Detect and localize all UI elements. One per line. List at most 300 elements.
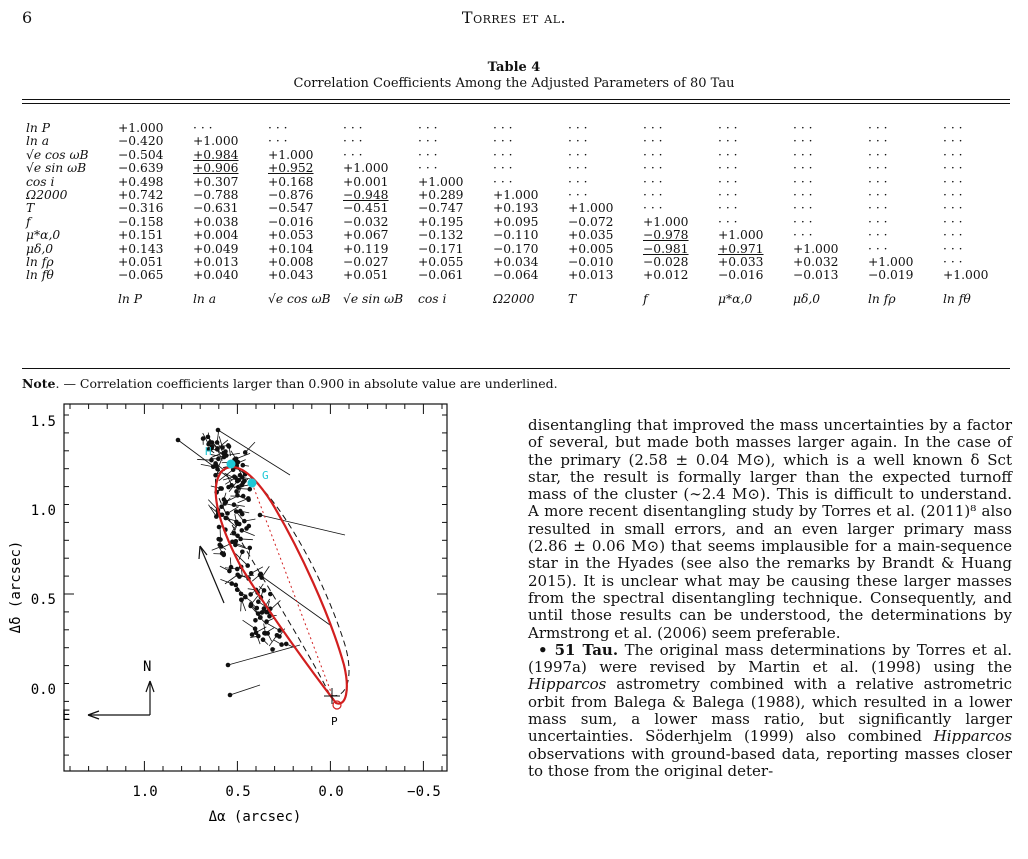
table-cell (343, 256, 418, 269)
table-cell (418, 256, 493, 269)
cell-value: +0.053 (268, 228, 314, 243)
cell-value: · · · (868, 188, 888, 203)
cell-value: +0.051 (118, 255, 164, 270)
cell-value: −0.061 (418, 268, 464, 283)
table-cell (418, 216, 493, 229)
cell-value: +0.001 (343, 174, 389, 189)
cell-value: · · · (343, 134, 363, 149)
table-cell (493, 202, 568, 215)
cell-value: · · · (568, 134, 588, 149)
cell-value: −0.171 (418, 241, 464, 256)
observation-point (239, 598, 244, 603)
cell-value: · · · (943, 161, 963, 176)
table-cell (718, 229, 793, 242)
observation-point (244, 526, 249, 531)
table-row (26, 149, 1018, 162)
table-cell (118, 135, 193, 148)
table-cell (868, 269, 943, 282)
table-cell (493, 216, 568, 229)
table-cell (418, 189, 493, 202)
table-cell (943, 229, 1018, 242)
observation-point (226, 663, 231, 668)
observation-point (232, 474, 237, 479)
cell-value: −0.064 (493, 268, 539, 283)
table-cell (343, 269, 418, 282)
table-cell (193, 202, 268, 215)
residual-line (230, 685, 260, 695)
cell-value: · · · (718, 214, 738, 229)
table-cell (493, 269, 568, 282)
observation-point (229, 581, 234, 586)
cell-value: · · · (268, 121, 288, 135)
cell-value: +0.049 (193, 241, 239, 256)
observation-point (243, 450, 248, 455)
table-cell (493, 176, 568, 189)
cell-value: −0.451 (343, 201, 389, 216)
observation-point (216, 428, 221, 433)
table-cell (793, 122, 868, 135)
table-cell (418, 122, 493, 135)
cell-value: · · · (943, 241, 963, 256)
row-label: √e sin ωB (26, 161, 87, 176)
table-top-rule (22, 99, 1010, 100)
node-marker-g (248, 479, 257, 488)
cell-value: · · · (718, 201, 738, 216)
table-cell (118, 269, 193, 282)
node-label-g: G (262, 469, 269, 482)
table-cell (493, 149, 568, 162)
body-text-run: observations with ground-based data, reporting masses closer to those from the original deter- (528, 744, 1012, 780)
cell-value: −0.747 (418, 201, 464, 216)
table-cell (343, 189, 418, 202)
observation-point (284, 642, 289, 647)
cell-value: · · · (718, 188, 738, 203)
cell-value: −0.027 (343, 255, 389, 270)
cell-value: · · · (493, 147, 513, 162)
cell-value: · · · (718, 174, 738, 189)
table-cell (193, 149, 268, 162)
cell-value: · · · (793, 161, 813, 176)
y-tick-label: 0.0 (30, 682, 56, 698)
observation-point (176, 438, 181, 443)
table-cell (343, 243, 418, 256)
cell-value: · · · (943, 228, 963, 243)
cell-value: −0.016 (718, 268, 764, 283)
table-cell (943, 216, 1018, 229)
cell-value: +0.051 (343, 268, 389, 283)
column-header: T (568, 291, 577, 306)
cell-value: +0.035 (568, 228, 614, 243)
observation-point (258, 615, 263, 620)
cell-value: · · · (943, 121, 963, 135)
table-cell (943, 149, 1018, 162)
cell-value: · · · (568, 174, 588, 189)
cell-value: · · · (643, 121, 663, 135)
table-cell (118, 189, 193, 202)
table-cell (568, 229, 643, 242)
table-cell (793, 189, 868, 202)
row-label: μδ,0 (26, 241, 54, 256)
table-cell (718, 216, 793, 229)
cell-value: · · · (718, 147, 738, 162)
table-cell (118, 202, 193, 215)
observation-point (226, 443, 231, 448)
cell-value: −0.016 (268, 214, 314, 229)
table-row (26, 202, 1018, 215)
observation-point (235, 587, 240, 592)
cell-value: −0.316 (118, 201, 164, 216)
column-header: cos i (418, 291, 447, 306)
observation-point (241, 463, 246, 468)
body-text-italic: Hipparcos (528, 675, 607, 694)
cell-value: · · · (943, 134, 963, 149)
table-cell (568, 202, 643, 215)
x-tick-label: 1.0 (132, 784, 158, 800)
table-cell (268, 176, 343, 189)
cell-value: +0.013 (568, 268, 614, 283)
cell-value: · · · (868, 228, 888, 243)
row-label: ln P (26, 121, 51, 135)
table-cell (493, 189, 568, 202)
cell-value: · · · (943, 214, 963, 229)
cell-value: · · · (643, 161, 663, 176)
table-cell (193, 256, 268, 269)
cell-value: · · · (943, 174, 963, 189)
table-cell (268, 122, 343, 135)
cell-value: · · · (793, 214, 813, 229)
cell-value: +1.000 (268, 147, 314, 162)
table-top-rule-double (22, 103, 1010, 104)
table-row (26, 162, 1018, 175)
table-cell (718, 162, 793, 175)
table-cell (943, 243, 1018, 256)
plot-ticks (64, 404, 447, 771)
cell-value: +0.033 (718, 255, 764, 270)
column-header: ln a (193, 291, 217, 306)
table-cell (568, 162, 643, 175)
column-header: Ω2000 (493, 291, 535, 306)
observation-point (242, 519, 247, 524)
cell-value: −0.132 (418, 228, 464, 243)
table-cell (493, 135, 568, 148)
cell-value: +0.055 (418, 255, 464, 270)
observation-point (243, 595, 248, 600)
y-tick-label: 1.5 (30, 414, 56, 430)
body-paragraph-2 (528, 642, 1012, 780)
cell-value: · · · (793, 201, 813, 216)
table-cell (568, 122, 643, 135)
table-cell (118, 162, 193, 175)
body-text-italic: Hipparcos (933, 727, 1012, 746)
observation-point (270, 647, 275, 652)
compass-arrows (88, 681, 150, 715)
table-row (26, 189, 1018, 202)
observation-point (217, 525, 222, 530)
table-cell (568, 243, 643, 256)
table-cell (793, 176, 868, 189)
observation-point (249, 571, 254, 576)
running-title: Torres et al. (461, 8, 567, 27)
cell-value: +0.193 (493, 201, 539, 216)
cell-value: −0.504 (118, 147, 164, 162)
table-cell (868, 149, 943, 162)
cell-value: +0.013 (193, 255, 239, 270)
table-cell (343, 162, 418, 175)
table-caption-text: Correlation Coefficients Among the Adjusted Parameters of 80 Tau (293, 76, 735, 91)
row-label: cos i (26, 174, 55, 189)
cell-value: −0.110 (493, 228, 539, 243)
cell-value: +0.067 (343, 228, 389, 243)
cell-value: · · · (943, 255, 963, 270)
observation-point (258, 513, 263, 518)
cell-value: +0.034 (493, 255, 539, 270)
observation-point (228, 693, 233, 698)
observation-point (247, 487, 252, 492)
table-cell (118, 149, 193, 162)
table-cell (568, 149, 643, 162)
node-marker-h (227, 460, 236, 469)
observation-point (232, 531, 237, 536)
cell-value: +0.119 (343, 241, 389, 256)
table-cell (493, 243, 568, 256)
table-row (26, 122, 1018, 135)
observation-point (213, 461, 218, 466)
cell-value: +0.307 (193, 174, 239, 189)
table-cell (268, 162, 343, 175)
plot-frame (64, 404, 447, 771)
cell-value: +0.004 (193, 228, 239, 243)
observation-point (229, 565, 234, 570)
table-cell (418, 149, 493, 162)
table-cell (943, 256, 1018, 269)
cell-value: −0.032 (343, 214, 389, 229)
cell-value: · · · (868, 147, 888, 162)
column-header-row (26, 283, 1018, 311)
column-header: f (643, 291, 648, 306)
orbit-figure (0, 395, 520, 859)
cell-value: · · · (868, 241, 888, 256)
cell-value: · · · (793, 121, 813, 135)
table-cell (493, 229, 568, 242)
table-cell (868, 162, 943, 175)
cell-value: · · · (868, 161, 888, 176)
cell-value: +0.043 (268, 268, 314, 283)
table-cell (268, 269, 343, 282)
cell-value: · · · (718, 161, 738, 176)
observation-point (209, 458, 214, 463)
table-cell (268, 202, 343, 215)
cell-value: −0.547 (268, 201, 314, 216)
cell-value: +0.040 (193, 268, 239, 283)
table-cell (868, 229, 943, 242)
cell-value: +1.000 (943, 268, 989, 283)
cell-value: · · · (493, 161, 513, 176)
cell-value: +0.095 (493, 214, 539, 229)
cell-value: +1.000 (193, 134, 239, 149)
table-cell (343, 149, 418, 162)
table-cell (193, 216, 268, 229)
table-cell (193, 162, 268, 175)
table-cell (943, 269, 1018, 282)
cell-value: +0.143 (118, 241, 164, 256)
cell-value: · · · (643, 188, 663, 203)
table-cell (418, 176, 493, 189)
table-cell (943, 176, 1018, 189)
table-cell (943, 189, 1018, 202)
cell-value: · · · (418, 121, 438, 135)
table-cell (868, 256, 943, 269)
observation-point (234, 489, 239, 494)
cell-value: · · · (568, 147, 588, 162)
table-cell (268, 135, 343, 148)
cell-value: · · · (343, 147, 363, 162)
cell-value: +0.012 (643, 268, 689, 283)
observation-point (226, 485, 231, 490)
table-cell (643, 176, 718, 189)
row-label: T (26, 201, 35, 216)
table-cell (643, 135, 718, 148)
cell-value: +0.168 (268, 174, 314, 189)
observation-point (249, 602, 254, 607)
cell-value: −0.876 (268, 188, 314, 203)
table-cell (718, 256, 793, 269)
table-cell (418, 202, 493, 215)
body-text-run: astrometry combined with a relative astrometric orbit from Balega & Balega (1988), which resulted in a lower mass sum, a lower mass ratio, but significantly larger uncertainties. Söderhjelm (1999) also combined (528, 675, 1012, 746)
table-row (26, 216, 1018, 229)
table-cell (193, 243, 268, 256)
table-cell (118, 243, 193, 256)
table-cell (268, 243, 343, 256)
table-cell (568, 176, 643, 189)
table-cell (643, 202, 718, 215)
table-cell (718, 269, 793, 282)
table-cell (493, 122, 568, 135)
table-row (26, 176, 1018, 189)
cell-value: −0.019 (868, 268, 914, 283)
compass-arrowheads (88, 681, 154, 719)
observation-point (261, 637, 266, 642)
cell-value: +1.000 (868, 255, 914, 270)
table-cell (193, 176, 268, 189)
observation-point (216, 457, 221, 462)
table-cell (868, 135, 943, 148)
cell-value: +0.971 (718, 241, 764, 256)
observation-point (275, 633, 280, 638)
row-label: ln fρ (26, 255, 54, 270)
row-label: Ω2000 (26, 188, 68, 203)
observation-point (220, 445, 225, 450)
cell-value: −0.072 (568, 214, 614, 229)
column-header: μδ,0 (793, 291, 821, 306)
column-header-spacer (26, 283, 118, 311)
observation-point (221, 552, 226, 557)
plot-tick-labels (31, 414, 441, 800)
x-tick-label: 0.0 (318, 784, 344, 800)
observation-point (240, 483, 245, 488)
cell-value: · · · (493, 134, 513, 149)
table-cell (643, 256, 718, 269)
cell-value: +1.000 (418, 174, 464, 189)
table-cell (718, 189, 793, 202)
table-cell (718, 149, 793, 162)
cell-value: −0.158 (118, 214, 164, 229)
cell-value: +0.742 (118, 188, 164, 203)
cell-value: +1.000 (118, 121, 164, 135)
cell-value: · · · (568, 121, 588, 135)
cell-value: · · · (868, 174, 888, 189)
table-cell (268, 229, 343, 242)
y-tick-label: 1.0 (30, 503, 56, 519)
cell-value: · · · (868, 121, 888, 135)
table-row (26, 229, 1018, 242)
table-cell (268, 216, 343, 229)
table-cell (718, 122, 793, 135)
observation-point (262, 588, 267, 593)
table-cell (193, 189, 268, 202)
observation-point (250, 632, 255, 637)
cell-value: −0.639 (118, 161, 164, 176)
compass-east-label: E (62, 708, 71, 724)
observation-point (233, 583, 238, 588)
table-cell (418, 229, 493, 242)
table-cell (943, 122, 1018, 135)
table-cell (193, 269, 268, 282)
table-cell (193, 122, 268, 135)
observation-point (247, 546, 252, 551)
table-cell (868, 202, 943, 215)
table-cell (793, 269, 868, 282)
cell-value: · · · (418, 161, 438, 176)
observation-point (201, 436, 206, 441)
table-cell (943, 202, 1018, 215)
cell-value: · · · (718, 121, 738, 135)
correlation-table-body (26, 122, 1018, 311)
observation-point (234, 520, 239, 525)
cell-value: · · · (793, 134, 813, 149)
table-cell (343, 202, 418, 215)
residual-line (228, 645, 300, 665)
table-cell (643, 243, 718, 256)
cell-value: +1.000 (643, 214, 689, 229)
cell-value: · · · (943, 147, 963, 162)
table-note (22, 376, 558, 391)
observation-point (217, 543, 222, 548)
table-cell (718, 135, 793, 148)
table-cell (793, 216, 868, 229)
table-cell (343, 176, 418, 189)
table-cell (718, 176, 793, 189)
x-axis-label: Δα (arcsec) (208, 809, 302, 825)
observation-point (255, 606, 260, 611)
cell-value: · · · (568, 161, 588, 176)
observation-point (223, 501, 228, 506)
table-cell (118, 216, 193, 229)
cell-value: −0.978 (643, 228, 689, 243)
table-cell (793, 229, 868, 242)
observation-point (234, 509, 239, 514)
table-cell (343, 122, 418, 135)
table-cell (343, 216, 418, 229)
observation-point (235, 567, 240, 572)
table-cell (418, 135, 493, 148)
cell-value: · · · (868, 201, 888, 216)
star-name-heading: • 51 Tau. (538, 640, 619, 659)
cell-value: · · · (943, 188, 963, 203)
row-label: ln fθ (26, 268, 54, 283)
cell-value: +0.032 (793, 255, 839, 270)
cell-value: −0.013 (793, 268, 839, 283)
table-cell (193, 229, 268, 242)
